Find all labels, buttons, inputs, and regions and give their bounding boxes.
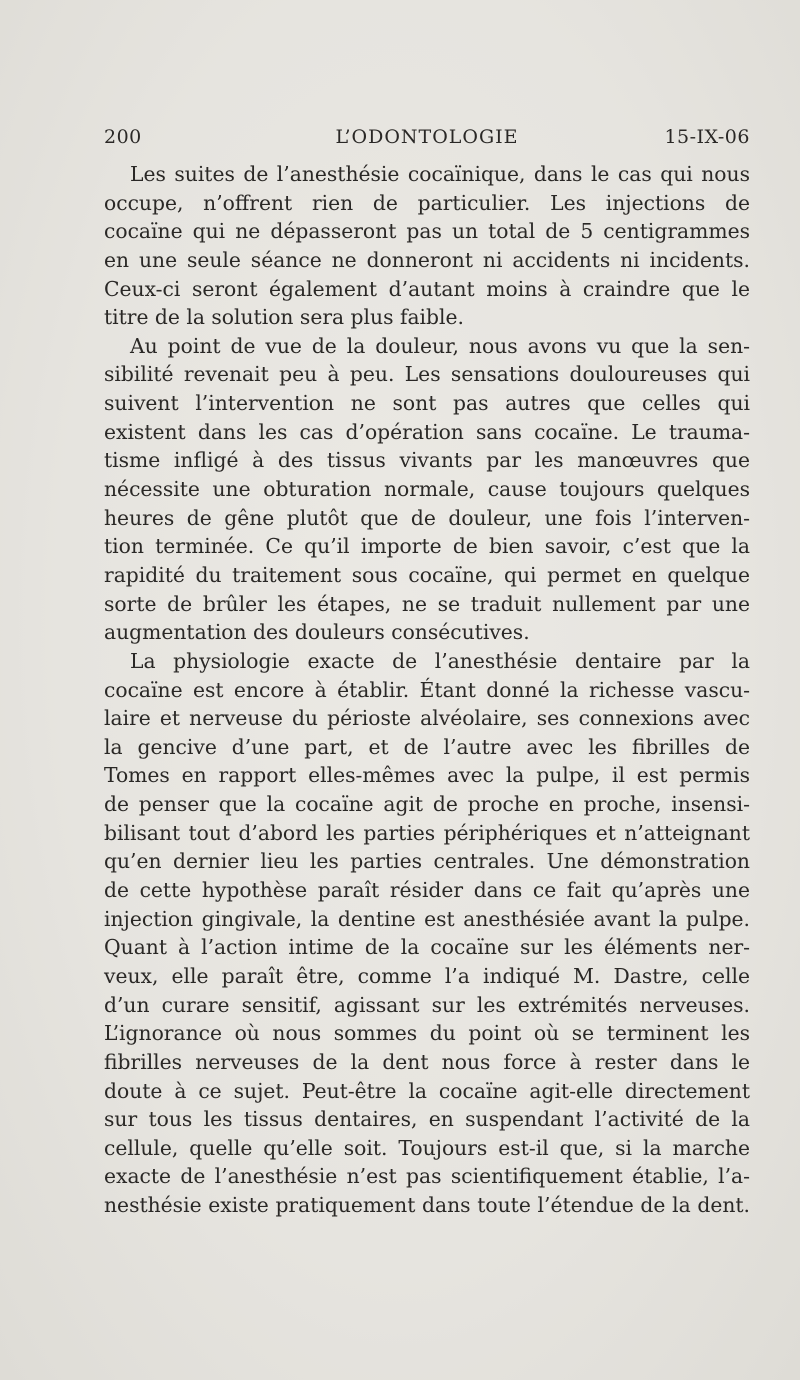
text-line: occupe, n’offrent rien de particulier. Les injections de [104,190,750,215]
issue-date: 15-IX-06 [664,126,750,148]
text-line: sibilité revenait peu à peu. Les sensations douloureuses qui [104,362,750,387]
text-line: fibrilles nerveuses de la dent nous force à rester dans le [104,1049,750,1074]
paragraph-1 [104,160,750,332]
text-line: Ceux-ci seront également d’autant moins à craindre que le [104,276,750,301]
text-line: rapidité du traitement sous cocaïne, qui permet en quelque [104,562,750,587]
text-line: L’ignorance où nous sommes du point où se terminent les [104,1021,750,1046]
text-line: injection gingivale, la dentine est anesthésiée avant la pulpe. [104,906,750,931]
text-line: Tomes en rapport elles-mêmes avec la pulpe, il est permis [104,763,750,788]
text-line: tisme infligé à des tissus vivants par les manœuvres que [104,448,750,473]
text-line: suivent l’intervention ne sont pas autres que celles qui [104,391,750,416]
text-line: existent dans les cas d’opération sans cocaïne. Le trauma- [104,419,750,444]
text-line: de penser que la cocaïne agit de proche en proche, insensi- [104,792,750,817]
text-line: tion terminée. Ce qu’il importe de bien savoir, c’est que la [104,534,750,559]
text-line: doute à ce sujet. Peut-être la cocaïne agit-elle directement [104,1078,750,1103]
paragraph-2 [104,332,750,647]
text-line: d’un curare sensitif, agissant sur les extrémités nerveuses. [104,992,750,1017]
running-title: L’ODONTOLOGIE [335,126,519,148]
text-line: cocaïne qui ne dépasseront pas un total de 5 centigrammes [104,219,750,244]
body-text [104,160,750,1220]
text-line: titre de la solution sera plus faible. [104,305,464,330]
text-line: sur tous les tissus dentaires, en suspendant l’activité de la [104,1107,750,1132]
text-line: cellule, quelle qu’elle soit. Toujours est-il que, si la marche [104,1135,750,1160]
text-line: Les suites de l’anesthésie cocaïnique, dans le cas qui nous [130,162,750,186]
text-line: de cette hypothèse paraît résider dans ce fait qu’après une [104,878,750,903]
paragraph-3 [104,647,750,1220]
text-line: sorte de brûler les étapes, ne se traduit nullement par une [104,591,750,616]
text-line: Quant à l’action intime de la cocaïne sur les éléments ner- [104,935,750,960]
text-line: cocaïne est encore à établir. Étant donné la richesse vascu- [104,677,750,702]
text-line: nécessite une obturation normale, cause toujours quelques [104,477,750,502]
text-line: La physiologie exacte de l’anesthésie dentaire par la [130,648,750,673]
text-line: en une seule séance ne donneront ni accidents ni incidents. [104,247,750,272]
text-line: exacte de l’anesthésie n’est pas scientifiquement établie, l’a- [104,1164,750,1189]
text-line: bilisant tout d’abord les parties périphériques et n’atteignant [104,820,750,845]
text-line: laire et nerveuse du périoste alvéolaire, ses connexions avec [104,706,750,731]
text-line: nesthésie existe pratiquement dans toute l’étendue de la dent. [104,1193,750,1218]
text-line: Au point de vue de la douleur, nous avons vu que la sen- [130,333,750,358]
text-line: la gencive d’une part, et de l’autre avec les fibrilles de [104,734,750,759]
text-line: qu’en dernier lieu les parties centrales. Une démonstration [104,849,750,874]
page-header [104,126,750,152]
text-line: heures de gêne plutôt que de douleur, une fois l’interven- [104,505,750,530]
text-line: augmentation des douleurs consécutives. [104,620,530,645]
page-number: 200 [104,126,142,148]
text-line: veux, elle paraît être, comme l’a indiqué M. Dastre, celle [104,963,750,988]
